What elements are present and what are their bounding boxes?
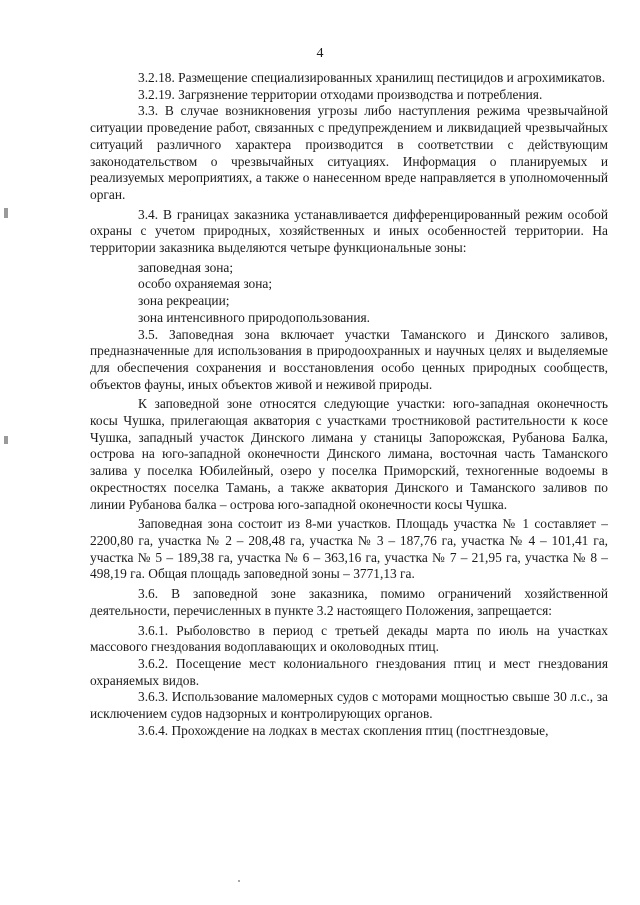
binding-mark [4, 436, 8, 444]
paragraph-zone-areas: Заповедная зона состоит из 8-ми участков. Площадь участка № 1 составляет – 2200,80 га, участка № 2 – 208,48 га, участка № 3 – 187,76 га, участка № 4 – 101,41 га, участка № 5 – 189,38 га, участка № 6 – 363,16 га, участка № 7 – 21,95 га, участка № 8 – 498,19 га. Общая площадь заповедной зоны – 3771,13 га. [90, 516, 608, 582]
page-number: 4 [316, 46, 324, 61]
document-body [90, 70, 608, 739]
zone-list-item: особо охраняемая зона; [138, 276, 273, 292]
zone-list-item: заповедная зона; [138, 259, 234, 275]
paragraph-zone-sites: К заповедной зоне относятся следующие участки: юго-западная оконечность косы Чушка, прилегающая акватория с участками тростниковой растительности к косе Чушка, западный участок Динского лимана у станицы Запорожская, Рубанова Балка, острова на юго-западной оконечности Динского лимана, восточная часть Таманского залива у поселка Юбилейный, озеро у поселка Приморский, техногенные водоемы в окрестностях поселка Тамань, а также акватория Динского и Таманского заливов по линии Рубанова балка – острова юго-западной оконечности косы Чушка. [90, 396, 608, 512]
zone-list-item: зона рекреации; [138, 293, 230, 309]
paragraph-3-5: 3.5. Заповедная зона включает участки Таманского и Динского заливов, предназначенные для использования в природоохранных и научных целях и выделяемые для обеспечения сохранения и восстановления особо ценных природных сообществ, объектов фауны, иных объектов живой и неживой природы. [90, 326, 608, 392]
paragraph-3-6: 3.6. В заповедной зоне заказника, помимо ограничений хозяйственной деятельности, перечисленных в пункте 3.2 настоящего Положения, запрещается: [90, 586, 608, 618]
paragraph-3-6-2: 3.6.2. Посещение мест колониального гнездования птиц и мест гнездования охраняемых видов. [90, 655, 608, 688]
paragraph-3-6-4: 3.6.4. Прохождение на лодках в местах скопления птиц (постгнездовые, [138, 722, 549, 738]
scan-speck [238, 880, 240, 882]
paragraph-3-6-3: 3.6.3. Использование маломерных судов с моторами мощностью свыше 30 л.с., за исключением судов надзорных и контролирующих органов. [90, 689, 608, 722]
paragraph-3-6-1: 3.6.1. Рыболовство в период с третьей декады марта по июль на участках массового гнездования водоплавающих и околоводных птиц. [90, 622, 608, 655]
paragraph-3-2-19: 3.2.19. Загрязнение территории отходами производства и потребления. [138, 86, 543, 102]
paragraph-3-4: 3.4. В границах заказника устанавливается дифференцированный режим особой охраны с учетом природных, хозяйственных и иных особенностей территории. На территории заказника выделяются четыре функциональные зоны: [90, 206, 608, 256]
binding-mark [4, 208, 8, 218]
zone-list-item: зона интенсивного природопользования. [138, 309, 371, 325]
paragraph-3-2-18: 3.2.18. Размещение специализированных хранилищ пестицидов и агрохимикатов. [138, 70, 606, 85]
paragraph-3-3: 3.3. В случае возникновения угрозы либо наступления режима чрезвычайной ситуации проведение работ, связанных с предупреждением и ликвидацией чрезвычайных ситуаций различного характера производится в соответствии с действующим законодательством о чрезвычайных ситуациях. Информация о планируемых и реализуемых мероприятиях, а также о нанесенном вреде направляется в уполномоченный орган. [90, 103, 608, 202]
